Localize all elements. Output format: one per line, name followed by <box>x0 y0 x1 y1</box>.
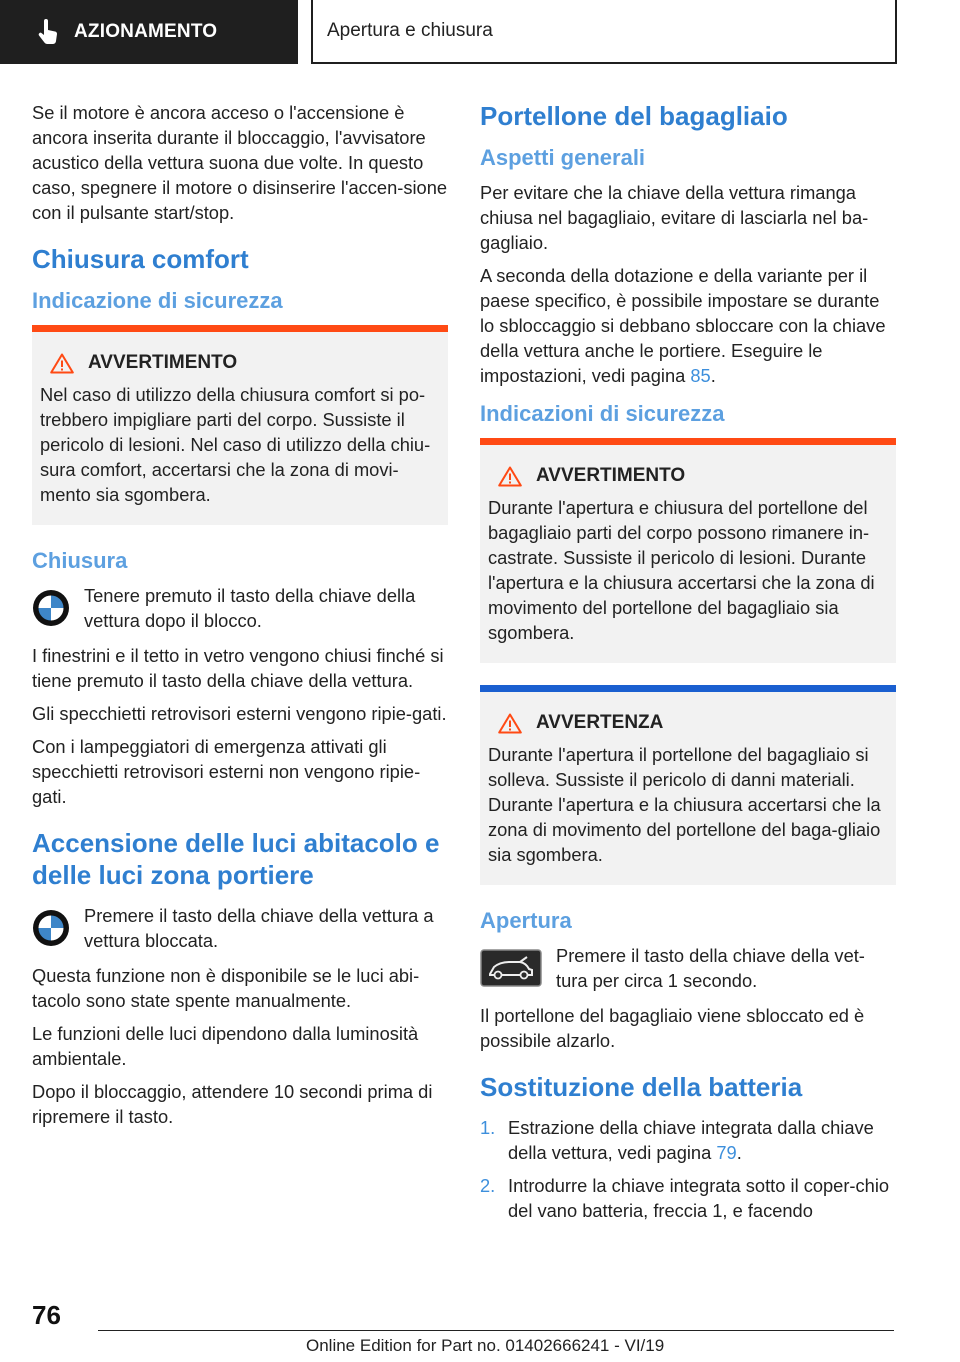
list-item: 2. Introdurre la chiave integrata sotto il coper-chio del vano batteria, freccia 1, e facendo <box>480 1175 890 1221</box>
chapter-title: Apertura e chiusura <box>327 20 493 41</box>
page-link-85[interactable]: 85 <box>690 365 711 386</box>
heading-battery-replacement: Sostituzione della batteria <box>480 1072 803 1102</box>
lights-key-text: Premere il tasto della chiave della vettura a vettura bloccata. <box>84 905 434 951</box>
heading-interior-lights: Accensione delle luci abitacolo e delle luci zona portiere <box>32 828 440 890</box>
opening-paragraph-1: Il portellone del bagagliaio viene sbloccato ed è possibile alzarlo. <box>480 1005 865 1051</box>
warning-box <box>32 325 448 525</box>
hand-pointer-icon <box>36 19 60 45</box>
section-title: AZIONAMENTO <box>74 21 218 42</box>
chapter-tab <box>311 0 897 64</box>
bmw-key-icon <box>32 589 70 627</box>
heading-opening: Apertura <box>480 908 572 933</box>
warning-triangle-icon <box>50 353 74 374</box>
page-number: 76 <box>32 1300 61 1330</box>
left-column <box>32 100 448 1137</box>
heading-general: Aspetti generali <box>480 145 646 170</box>
warning-text: Durante l'apertura e chiusura del portellone del bagagliaio parti del corpo possono rimanere in-castrate. Sussiste il pericolo di lesioni. Durante l'apertura e la chiusura accertarsi che la zona di movimento del portellone del bagagliaio sia sgombera. <box>488 497 875 643</box>
lights-paragraph-2: Le funzioni delle luci dipendono dalla luminosità ambientale. <box>32 1023 419 1069</box>
battery-steps-list <box>480 1115 896 1223</box>
closing-paragraph-3: Con i lampeggiatori di emergenza attivati gli specchietti retrovisori esterni non vengono ripie-gati. <box>32 736 421 807</box>
intro-paragraph: Se il motore è ancora acceso o l'accensione è ancora inserita durante il bloccaggio, l'avvisatore acustico della vettura suona due volte. In questo caso, spegnere il motore o disinserire l'accen-sione con il pulsante start/stop. <box>32 102 448 223</box>
right-column <box>480 100 896 1231</box>
bmw-key-icon <box>32 909 70 947</box>
lights-paragraph-1: Questa funzione non è disponibile se le luci abi-tacolo sono state spente manualmente. <box>32 965 420 1011</box>
notice-title: AVVERTENZA <box>498 712 888 734</box>
warning-triangle-icon <box>498 466 522 487</box>
lights-key-row <box>32 903 448 953</box>
lights-paragraph-3: Dopo il bloccaggio, attendere 10 secondi prima di ripremere il tasto. <box>32 1081 433 1127</box>
warning-title: AVVERTIMENTO <box>50 352 440 374</box>
opening-key-row <box>480 943 896 993</box>
notice-text: Durante l'apertura il portellone del bagagliaio si solleva. Sussiste il pericolo di danni materiali. Durante l'apertura e la chiusura accertarsi che la zona di movimento del portellone del baga-gliaio sia sgombera. <box>488 744 881 865</box>
closing-paragraph-1: I finestrini e il tetto in vetro vengono chiusi finché si tiene premuto il tasto della chiave della vettura. <box>32 645 444 691</box>
opening-key-text: Premere il tasto della chiave della vet-tura per circa 1 secondo. <box>556 945 865 991</box>
page-header <box>0 0 960 66</box>
heading-closing: Chiusura <box>32 548 128 573</box>
section-tab <box>0 0 298 64</box>
heading-safety-notes: Indicazioni di sicurezza <box>480 401 725 426</box>
warning-title: AVVERTIMENTO <box>498 465 888 487</box>
warning-text: Nel caso di utilizzo della chiusura comfort si po-trebbero impigliare parti del corpo. Sussiste il pericolo di lesioni. Nel caso di utilizzo della chiu-sura comfort, accertarsi che la zona di movi-mento sia sgombera. <box>40 384 431 505</box>
notice-triangle-icon <box>498 713 522 734</box>
notice-box <box>480 685 896 885</box>
footer-divider <box>98 1330 894 1331</box>
heading-tailgate: Portellone del bagagliaio <box>480 101 788 131</box>
closing-key-text: Tenere premuto il tasto della chiave della vettura dopo il blocco. <box>84 585 416 631</box>
footer-edition: Online Edition for Part no. 01402666241 - VI/19 <box>306 1336 665 1355</box>
closing-key-row <box>32 583 448 633</box>
list-item: 1. Estrazione della chiave integrata dalla chiave della vettura, vedi pagina 79. <box>480 1117 874 1163</box>
page-link-79[interactable]: 79 <box>716 1142 737 1163</box>
general-paragraph-2: A seconda della dotazione e della variante per il paese specifico, è possibile impostare se durante lo sbloccaggio si debbano sbloccare con la chiave della vettura anche le portiere. Eseguire le impostazioni, vedi pagina 85. <box>480 265 886 386</box>
heading-safety-note: Indicazione di sicurezza <box>32 288 283 313</box>
warning-box <box>480 438 896 663</box>
tailgate-key-button-icon <box>480 949 542 987</box>
heading-comfort-closing: Chiusura comfort <box>32 244 249 274</box>
general-paragraph-1: Per evitare che la chiave della vettura rimanga chiusa nel bagagliaio, evitare di lasciarla nel ba-gagliaio. <box>480 182 869 253</box>
closing-paragraph-2: Gli specchietti retrovisori esterni vengono ripie-gati. <box>32 703 447 724</box>
